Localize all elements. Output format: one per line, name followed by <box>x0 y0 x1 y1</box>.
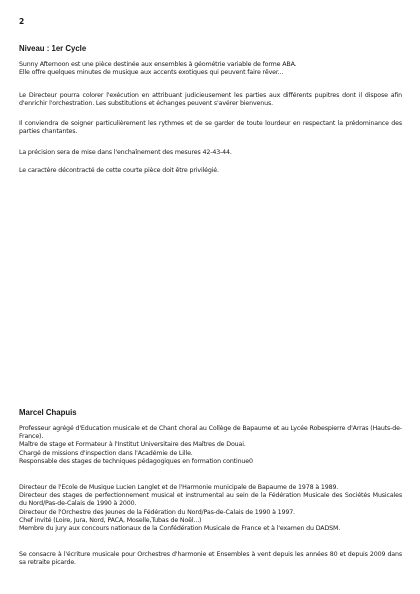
level-intro-paragraph: Sunny Afternoon est une pièce destinée aux ensembles à géométrie variable de forme ABA. Elle offre quelques minutes de musique aux accents exotiques qui peuvent faire rêver... <box>19 61 297 77</box>
level-rhythm-paragraph: Il conviendra de soigner particulièrement les rythmes et de se garder de toute lourdeur en respectant la prédominance des parties chantantes. <box>19 120 402 136</box>
author-teaching-paragraph: Professeur agrégé d'Education musicale et de Chant choral au Collège de Bapaume et au Lycée Robespierre d'Arras (Hauts-de-France). Maître de stage et Formateur à l'Institut Universitaire des Maîtres de Douai. Chargé de missions d'inspection dans l'Académie de Lille. Responsable des stages de techniques pédagogiques en formation continue0 <box>19 425 402 465</box>
author-heading: Marcel Chapuis <box>19 408 77 417</box>
level-heading: Niveau : 1er Cycle <box>19 44 87 53</box>
author-direction-paragraph: Directeur de l'Ecole de Musique Lucien Langlet et de l'Harmonie municipale de Bapaume de 1978 à 1989. Directeur des stages de perfectionnement musical et instrumental au sein de la Fédération Musicale des Sociétés Musicales du Nord/Pas-de-Calais de 1990 à 2000. Directeur de l'Orchestre des Jeunes de la Fédération du Nord/Pas-de-Calais de 1990 à 1997. Chef invité (Loire, Jura, Nord, PACA, Moselle,Tubas de Noël...) Membre du jury aux concours nationaux de la Confédération Musicale de France et à l'examen du DADSM. <box>19 484 402 533</box>
page-number: 2 <box>19 17 25 26</box>
level-character-paragraph: Le caractère décontracté de cette courte pièce doit être privilégié. <box>19 167 219 174</box>
author-composition-paragraph: Se consacre à l'écriture musicale pour Orchestres d'harmonie et Ensembles à vent depuis les années 80 et depuis 2009 dans sa retraite picarde. <box>19 551 402 567</box>
level-precision-paragraph: La précision sera de mise dans l'enchaînement des mesures 42-43-44. <box>19 149 232 156</box>
level-orchestration-paragraph: Le Directeur pourra colorer l'exécution en attribuant judicieusement les parties aux différents pupitres dont il dispose afin d'enrichir l'orchestration. Les substitutions et échanges peuvent s'avérer bienvenus. <box>19 92 402 108</box>
